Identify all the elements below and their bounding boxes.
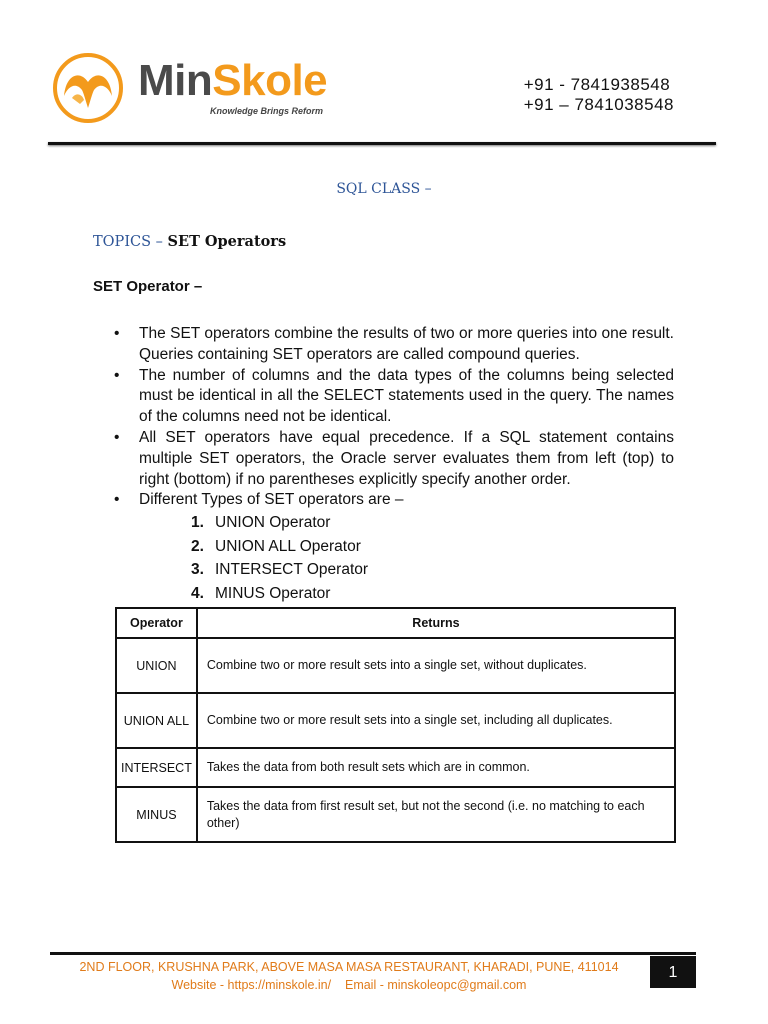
class-title: SQL CLASS –	[336, 181, 432, 197]
footer-divider	[50, 952, 696, 955]
bullet-icon: •	[114, 325, 120, 342]
list-item: • The SET operators combine the results of two or more queries into one result. Queries containing SET operators are called compound queries.	[114, 325, 674, 363]
header-divider	[48, 142, 716, 145]
set-operator-types	[139, 511, 674, 605]
bullet-icon: •	[114, 491, 120, 509]
phone-number: +91 – 7841038548	[523, 95, 674, 114]
returns-cell: Combine two or more result sets into a single set, without duplicates.	[197, 638, 675, 693]
bullet-list	[114, 324, 674, 606]
table-header-row	[116, 608, 675, 638]
footer-contact	[50, 958, 648, 994]
type-item: 1. UNION Operator	[191, 514, 331, 532]
list-item: • Different Types of SET operators are – 1. UNION Operator 2. UNION ALL Operator 3. INTERSECT Operator 4. MINUS Operator	[114, 490, 674, 605]
operator-cell: UNION	[116, 638, 197, 693]
topics-label: TOPICS –	[93, 234, 163, 250]
phone-number: +91 - 7841938548	[523, 75, 671, 94]
brand-tagline: Knowledge Brings Reform	[210, 106, 324, 116]
topics-line	[93, 233, 286, 250]
column-header-operator: Operator	[116, 608, 197, 638]
column-header-returns: Returns	[197, 608, 675, 638]
returns-cell: Takes the data from both result sets which are in common.	[197, 748, 675, 787]
list-item: • All SET operators have equal precedence. If a SQL statement contains multiple SET operators, the Oracle server evaluates them from left (top) to right (bottom) if no parentheses explicitly specify another order.	[114, 428, 674, 488]
operator-cell: UNION ALL	[116, 693, 197, 748]
returns-cell: Combine two or more result sets into a single set, including all duplicates.	[197, 693, 675, 748]
website-link[interactable]: Website - https://minskole.in/	[171, 978, 332, 992]
footer-address: 2ND FLOOR, KRUSHNA PARK, ABOVE MASA MASA RESTAURANT, KHARADI, PUNE, 411014	[79, 960, 619, 974]
operator-cell: INTERSECT	[116, 748, 197, 787]
footer-links	[50, 976, 648, 994]
email-link[interactable]: Email - minskoleopc@gmail.com	[344, 978, 527, 992]
table-row	[116, 787, 675, 842]
bullet-icon: •	[114, 366, 120, 384]
section-heading: SET Operator –	[93, 278, 203, 295]
set-operators-table	[115, 607, 676, 843]
list-item: • The number of columns and the data types of the columns being selected must be identical in all the SELECT statements used in the query. The names of the columns need not be identical.	[114, 366, 674, 426]
contact-phones	[524, 75, 674, 115]
page-number: 1	[650, 956, 696, 988]
operator-cell: MINUS	[116, 787, 197, 842]
table-row	[116, 638, 675, 693]
table-row	[116, 748, 675, 787]
bullet-icon: •	[114, 428, 120, 446]
minskole-logo-icon	[50, 52, 126, 124]
brand-name: MinSkole	[138, 56, 328, 105]
table-row	[116, 693, 675, 748]
type-item: 4. MINUS Operator	[191, 584, 331, 602]
topics-value: SET Operators	[167, 233, 287, 250]
returns-cell: Takes the data from first result set, but not the second (i.e. no matching to each other)	[197, 787, 675, 842]
type-item: 2. UNION ALL Operator	[191, 537, 361, 555]
brand-block	[138, 56, 328, 116]
type-item: 3. INTERSECT Operator	[191, 561, 369, 579]
